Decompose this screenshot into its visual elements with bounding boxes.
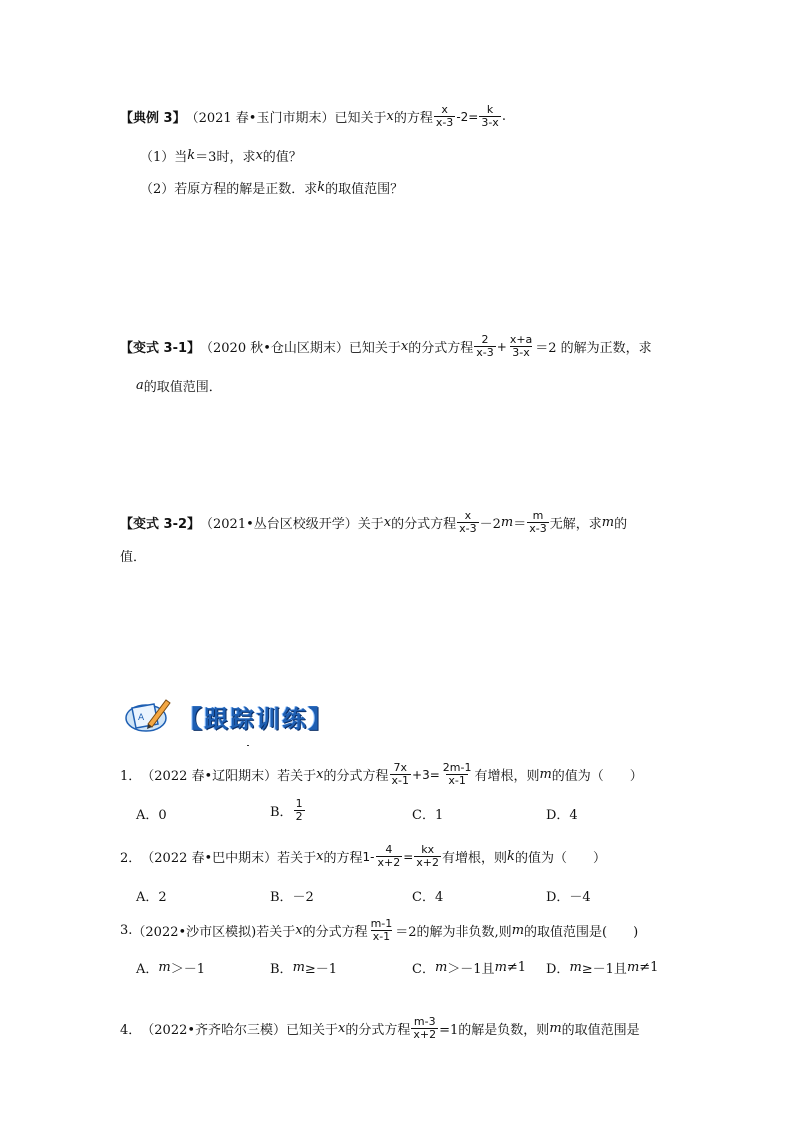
example3-part2: （2）若原方程的解是正数．求 k 的取值范围？	[140, 180, 404, 197]
variant32-line2: 值．	[120, 550, 147, 565]
fraction: $\frac{m-1}{x-1}$	[370, 917, 393, 943]
variant32-statement: 【变式 3-2】 （2021•丛台区校级开学）关于 x 的分式方程 $\frac{x}{x-3}$ －2 m ＝ $\frac{m}{x-3}$ 无解，求 m 的	[120, 509, 628, 535]
q3-option-a[interactable]: A． m ＞－1	[136, 960, 205, 977]
pencil-paper-icon	[124, 694, 172, 738]
q3-option-d[interactable]: D． m ≥－1且 m ≠1	[546, 960, 659, 977]
fraction: $\frac{2}{x-3}$	[476, 333, 494, 359]
q3-option-b[interactable]: B． m ≥－1	[270, 960, 338, 977]
period: .	[501, 109, 506, 124]
var-x: x	[386, 109, 394, 124]
q1-option-d[interactable]: D．4	[546, 808, 578, 823]
eq-label: 的方程	[393, 111, 433, 126]
fraction: $\frac{2m-1}{x-1}$	[442, 761, 472, 787]
example3-part1: （1）当 k ＝3时，求 x 的值？	[140, 148, 302, 165]
variant31-statement: 【变式 3-1】 （2020 秋•仓山区期末）已知关于 x 的分式方程 $\frac{2}{x-3}$ + $\frac{x+a}{3-x}$ ＝2 的解为正数，求	[120, 333, 652, 359]
fraction: $\frac{k}{3-x}$	[481, 103, 499, 129]
q2-option-a[interactable]: A．2	[136, 890, 167, 905]
variant31-line2: a 的取值范围．	[136, 378, 222, 395]
q2-option-b[interactable]: B．－2	[270, 890, 314, 905]
tracking-training-banner	[124, 696, 334, 736]
fraction: $\frac{1}{2}$	[295, 797, 303, 823]
fraction: $\frac{4}{x+2}$	[377, 843, 401, 869]
minus-two: -2=	[456, 109, 479, 124]
q2-option-d[interactable]: D．－4	[546, 890, 591, 905]
fraction: $\frac{x}{x-3}$	[459, 509, 477, 535]
fraction: $\frac{7x}{x-1}$	[391, 761, 410, 787]
example3-source: （2021 春•玉门市期末）已知关于	[185, 111, 387, 126]
question-1: 1． （2022 春•辽阳期末）若关于 x 的分式方程 $\frac{7x}{x-1}$ +3= $\frac{2m-1}{x-1}$ 有增根，则 m 的值为（ ）	[120, 761, 643, 787]
banner-title: 【跟踪训练】	[178, 704, 334, 733]
stray-mark	[247, 745, 249, 746]
q1-option-c[interactable]: C．1	[412, 808, 444, 823]
fraction: $\frac{m-3}{x+2}$	[413, 1015, 437, 1041]
question-3: 3. （2022•沙市区模拟)若关于 x 的分式方程 $\frac{m-1}{x-1}$ ＝2的解为非负数,则 m 的取值范围是( )	[120, 917, 639, 943]
fraction: $\frac{kx}{x+2}$	[416, 843, 440, 869]
question-2: 2． （2022 春•巴中期末）若关于 x 的方程 1- $\frac{4}{x+2}$ = $\frac{kx}{x+2}$ 有增根，则 k 的值为（ ）	[120, 843, 606, 869]
variant32-tag: 【变式 3-2】	[120, 517, 201, 532]
fraction: $\frac{x+a}{3-x}$	[509, 333, 533, 359]
fraction: $\frac{m}{x-3}$	[529, 509, 547, 535]
q1-option-a[interactable]: A．0	[136, 808, 167, 823]
question-4: 4． （2022•齐齐哈尔三模）已知关于 x 的分式方程 $\frac{m-3}{x+2}$ =1的解是负数，则 m 的取值范围是	[120, 1015, 640, 1041]
svg-text:A: A	[138, 713, 145, 723]
variant31-tag: 【变式 3-1】	[120, 341, 201, 356]
fraction: $\frac{x}{x-3}$	[435, 103, 454, 129]
q1-option-b[interactable]: B． $\frac{1}{2}$	[270, 797, 303, 823]
q2-option-c[interactable]: C．4	[412, 890, 444, 905]
q3-option-c[interactable]: C． m ＞－1且 m ≠1	[412, 960, 527, 977]
example3-tag: 【典例 3】	[120, 111, 186, 126]
example3-statement	[120, 104, 506, 129]
